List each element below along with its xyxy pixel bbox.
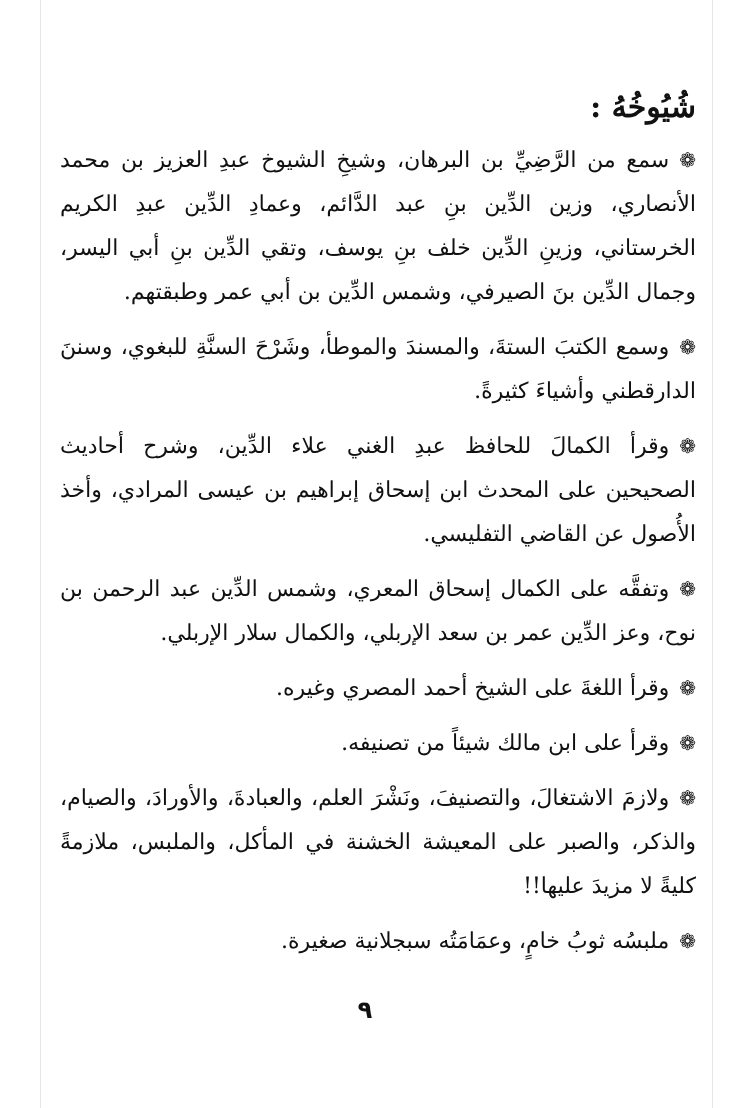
paragraph-text: وسمع الكتبَ الستةَ، والمسندَ والموطأ، وشَرْحَ السنَّةِ للبغوي، وسننَ الدارقطني وأشياءَ كثيرةً. <box>60 335 696 404</box>
page-body <box>60 88 696 974</box>
paragraph-4 <box>60 567 696 656</box>
paragraph-6 <box>60 721 696 766</box>
page-number: ٩ <box>357 996 373 1024</box>
paragraph-7 <box>60 776 696 909</box>
bullet-icon: ❁ <box>679 335 696 359</box>
paragraph-2 <box>60 325 696 414</box>
scan-edge-line-right <box>712 0 713 1108</box>
paragraph-3 <box>60 424 696 557</box>
paragraph-text: وقرأ الكمالَ للحافظ عبدِ الغني علاء الدِّين، وشرح أحاديث الصحيحين على المحدث ابن إسحاق إبراهيم بن عيسى المرادي، وأخذ الأُصول عن القاضي التفليسي. <box>60 434 696 547</box>
paragraph-text: وتفقَّه على الكمال إسحاق المعري، وشمس الدِّين عبد الرحمن بن نوح، وعز الدِّين عمر بن سعد الإربلي، والكمال سلار الإربلي. <box>60 577 696 646</box>
paragraph-text: ملبسُه ثوبُ خامٍ، وعمَامَتُه سبجلانية صغيرة. <box>280 929 670 954</box>
bullet-icon: ❁ <box>679 148 696 172</box>
paragraph-1 <box>60 138 696 315</box>
paragraph-8 <box>60 919 696 964</box>
bullet-icon: ❁ <box>679 929 696 953</box>
bullet-icon: ❁ <box>679 434 696 458</box>
paragraph-text: ولازمَ الاشتغالَ، والتصنيفَ، ونَشْرَ العلم، والعبادةَ، والأورادَ، والصيام، والذكر، والصبر على المعيشة الخشنة في المأكل، والملبس، ملازمةً كليةً لا مزيدَ عليها!! <box>60 786 696 899</box>
paragraph-5 <box>60 666 696 711</box>
paragraph-text: وقرأ على ابن مالك شيئاً من تصنيفه. <box>341 731 670 756</box>
paragraph-text: سمع من الرَّضِيِّ بن البرهان، وشيخِ الشيوخ عبدِ العزيز بن محمد الأنصاري، وزين الدِّين بنِ عبد الدَّائم، وعمادِ الدِّين عبدِ الكريم الخرستاني، وزينِ الدِّين خلف بنِ يوسف، وتقي الدِّين بنِ أبي اليسر، وجمال الدِّين بنَ الصيرفي، وشمس الدِّين بن أبي عمر وطبقتهم. <box>60 148 696 305</box>
scan-edge-line-left <box>40 0 41 1108</box>
bullet-icon: ❁ <box>679 786 696 810</box>
paragraph-text: وقرأ اللغةَ على الشيخ أحمد المصري وغيره. <box>275 676 670 701</box>
section-heading: شُيُوخُهُ : <box>590 90 696 125</box>
bullet-icon: ❁ <box>679 577 696 601</box>
bullet-icon: ❁ <box>679 676 696 700</box>
bullet-icon: ❁ <box>679 731 696 755</box>
